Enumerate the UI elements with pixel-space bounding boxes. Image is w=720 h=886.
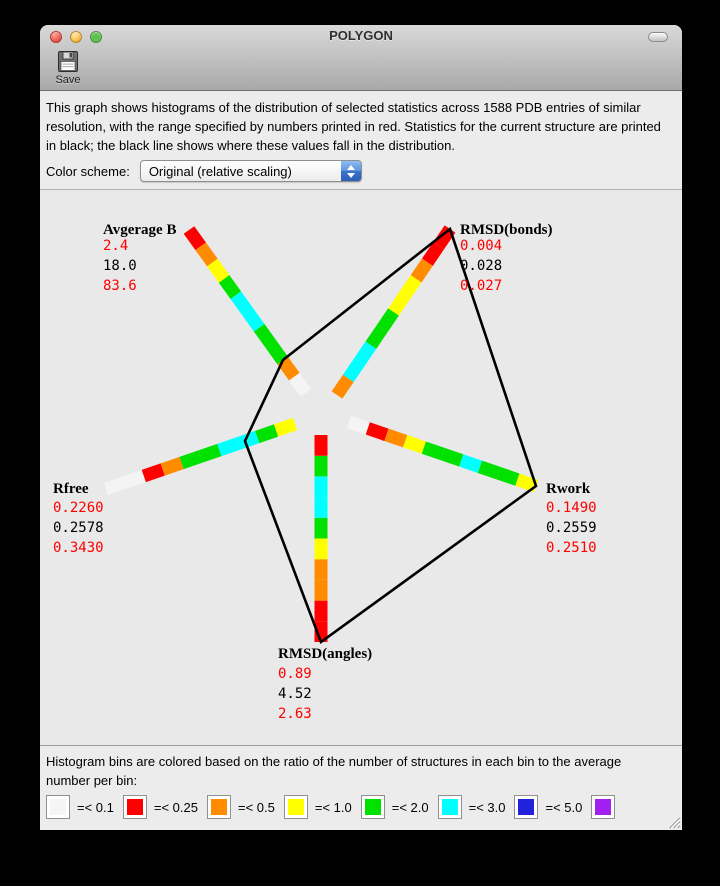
histogram-bar-segment bbox=[248, 312, 260, 328]
legend-swatch-color bbox=[442, 799, 458, 815]
legend-swatch-color bbox=[50, 799, 66, 815]
histogram-bar-segment bbox=[480, 467, 499, 473]
histogram-bar-segment bbox=[371, 329, 382, 346]
legend-swatch-purple bbox=[591, 795, 615, 819]
axis-label: RMSD(angles) bbox=[278, 646, 373, 662]
histogram-bar-segment bbox=[386, 435, 405, 441]
axis-label: RMSD(bonds) bbox=[460, 222, 553, 238]
legend-bin-label: =< 5.0 bbox=[545, 799, 583, 815]
histogram-bar-segment bbox=[499, 473, 518, 479]
resize-grip[interactable] bbox=[667, 815, 681, 829]
color-scheme-label: Color scheme: bbox=[46, 163, 130, 179]
legend-swatch-yellow bbox=[284, 795, 308, 819]
legend-bin-label: =< 0.5 bbox=[237, 799, 275, 815]
legend-swatch-color bbox=[211, 799, 227, 815]
histogram-bar-segment bbox=[276, 424, 295, 431]
save-button[interactable] bbox=[46, 49, 90, 89]
axis-current-value: 0.028 bbox=[460, 258, 503, 274]
histogram-bar-segment bbox=[259, 328, 271, 344]
histogram-bar-segment bbox=[368, 428, 387, 434]
histogram-bar-segment bbox=[236, 295, 248, 311]
histogram-bar-segment bbox=[201, 450, 220, 457]
histogram-bar-segment bbox=[382, 312, 393, 329]
histogram-bar-segment bbox=[257, 431, 276, 438]
legend-swatch-white bbox=[46, 795, 70, 819]
axis-range-value: 0.3430 bbox=[53, 540, 104, 556]
legend-swatch-orange bbox=[207, 795, 231, 819]
histogram-bar-segment bbox=[443, 454, 462, 460]
legend-swatch-color bbox=[127, 799, 143, 815]
legend-bin-label: =< 0.1 bbox=[77, 799, 114, 815]
titlebar bbox=[40, 25, 682, 47]
axis-range-value: 0.89 bbox=[278, 666, 312, 682]
axis-current-value: 0.2559 bbox=[546, 520, 597, 536]
color-scheme-selected-value: Original (relative scaling) bbox=[148, 163, 292, 179]
axis-label: Rwork bbox=[546, 481, 591, 497]
floppy-disk-icon bbox=[56, 50, 80, 73]
axis-range-value: 2.4 bbox=[103, 238, 129, 254]
toolbar bbox=[40, 47, 682, 91]
histogram-bar-segment bbox=[405, 441, 424, 447]
histogram-bar-segment bbox=[427, 246, 438, 263]
legend-swatch-green bbox=[361, 795, 385, 819]
histogram-bar-segment bbox=[189, 230, 201, 246]
legend-row bbox=[46, 795, 682, 819]
histogram-bar-segment bbox=[219, 444, 238, 451]
axis-range-value: 0.1490 bbox=[546, 500, 597, 516]
histogram-bar-segment bbox=[182, 457, 201, 464]
axis-range-value: 83.6 bbox=[103, 278, 137, 294]
histogram-bar-segment bbox=[405, 279, 416, 296]
histogram-bar-segment bbox=[360, 345, 371, 362]
axis-current-value: 4.52 bbox=[278, 686, 312, 702]
minimize-button[interactable] bbox=[70, 31, 82, 43]
polygon-window bbox=[40, 25, 682, 830]
histogram-bar-segment bbox=[201, 246, 213, 262]
histogram-bar-segment bbox=[271, 344, 283, 360]
popup-stepper-icon bbox=[341, 161, 361, 181]
color-scheme-row bbox=[46, 160, 682, 182]
color-scheme-select[interactable] bbox=[140, 160, 362, 182]
legend-swatch-red bbox=[123, 795, 147, 819]
legend-bin-label: =< 3.0 bbox=[468, 799, 506, 815]
footer-panel bbox=[40, 746, 682, 830]
histogram-bar-segment bbox=[348, 362, 359, 379]
axis-label: Avgerage B bbox=[103, 222, 177, 238]
legend-bin-label: =< 1.0 bbox=[314, 799, 352, 815]
info-panel bbox=[40, 91, 682, 189]
histogram-bar-segment bbox=[349, 422, 368, 428]
window-chrome bbox=[40, 25, 682, 91]
traffic-lights bbox=[50, 31, 102, 43]
zoom-button[interactable] bbox=[90, 31, 102, 43]
legend-swatch-blue bbox=[514, 795, 538, 819]
legend-description-text: Histogram bins are colored based on the ratio of the number of structures in each bin to the average number per bin: bbox=[46, 754, 622, 788]
histogram-bar-segment bbox=[224, 279, 236, 295]
legend-swatch-color bbox=[365, 799, 381, 815]
axis-range-value: 0.004 bbox=[460, 238, 503, 254]
toolbar-toggle-button[interactable] bbox=[648, 32, 668, 42]
histogram-bar-segment bbox=[424, 448, 443, 454]
histogram-bar-segment bbox=[337, 378, 348, 395]
legend-swatch-color bbox=[595, 799, 611, 815]
histogram-bar-segment bbox=[461, 460, 480, 466]
histogram-bar-segment bbox=[416, 262, 427, 279]
save-button-label: Save bbox=[55, 74, 81, 86]
axis-range-value: 0.2260 bbox=[53, 500, 104, 516]
legend-swatch-cyan bbox=[438, 795, 462, 819]
window-title: POLYGON bbox=[329, 28, 393, 43]
histogram-bar-segment bbox=[125, 476, 144, 483]
plot-panel bbox=[40, 189, 682, 746]
polygon-chart-svg bbox=[40, 190, 682, 747]
histogram-bar-segment bbox=[394, 295, 405, 312]
legend-bin-label: =< 2.0 bbox=[391, 799, 429, 815]
axis-range-value: 2.63 bbox=[278, 706, 312, 722]
legend-swatch-color bbox=[288, 799, 304, 815]
histogram-bar-segment bbox=[106, 483, 125, 490]
histogram-bar-segment bbox=[212, 263, 224, 279]
close-button[interactable] bbox=[50, 31, 62, 43]
histogram-bar-segment bbox=[144, 470, 163, 477]
histogram-bar-segment bbox=[294, 377, 306, 393]
histogram-bar-segment bbox=[283, 360, 295, 376]
legend-swatch-color bbox=[518, 799, 534, 815]
histogram-bar-segment bbox=[163, 463, 182, 470]
description-text: This graph shows histograms of the distribution of selected statistics across 1588 PDB entries of similar resolution, with the range specified by numbers printed in red. Statistics for the current structure are printed in black; the black line shows where these values fall in the distribution. bbox=[46, 100, 661, 153]
axis-label: Rfree bbox=[53, 481, 89, 497]
axis-current-value: 18.0 bbox=[103, 258, 137, 274]
axis-range-value: 0.027 bbox=[460, 278, 503, 294]
axis-range-value: 0.2510 bbox=[546, 540, 597, 556]
axis-current-value: 0.2578 bbox=[53, 520, 104, 536]
legend-bin-label: =< 0.25 bbox=[153, 799, 198, 815]
